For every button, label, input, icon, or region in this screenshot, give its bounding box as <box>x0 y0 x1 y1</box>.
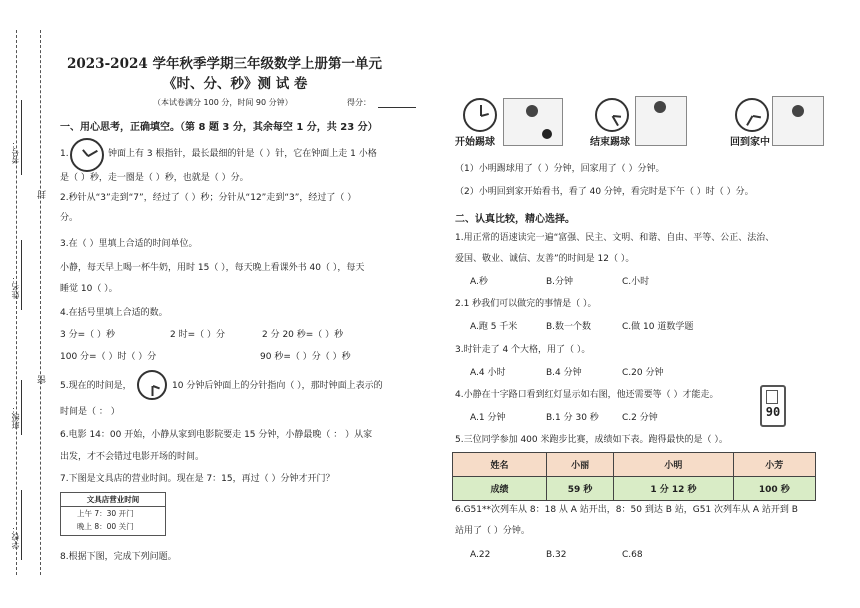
binding-line-outer <box>16 30 17 575</box>
traffic-light-countdown: 90 <box>765 405 781 419</box>
c1-line1: 1.用正常的语速读完一遍“富强、民主、文明、和谐、自由、平等、公正、法治、 <box>455 233 775 243</box>
section1-heading: 一、用心思考，正确填空。（第 8 题 3 分，其余每空 1 分，共 23 分） <box>60 122 378 133</box>
race-cell: 成绩 <box>453 477 547 501</box>
c2-option-a[interactable]: A.跑 5 千米 <box>470 322 518 332</box>
q8-sub1: （1）小明踢球用了（ ）分钟，回家用了（ ）分钟。 <box>455 164 665 174</box>
c6-line1: 6.G51**次列车从 8：18 从 A 站开出，8：50 到达 B 站，G51 次列车从 A 站开到 B <box>455 505 798 515</box>
q2-line1: 2.秒针从“3”走到“7”，经过了（ ）秒；分针从“12”走到“3”，经过了（ ） <box>60 193 357 203</box>
binding-line-inner <box>40 30 41 575</box>
c1-option-c[interactable]: C.小时 <box>622 277 650 287</box>
c6-option-b[interactable]: B.32 <box>546 550 567 560</box>
c3-line1: 3.时针走了 4 个大格，用了（ ）。 <box>455 345 591 355</box>
c4-option-b[interactable]: B.1 分 30 秒 <box>546 413 599 423</box>
pedestrian-icon <box>766 390 778 404</box>
boy-walking-image <box>635 96 687 146</box>
score-label: 得分： <box>347 98 371 107</box>
c5-line1: 5.三位同学参加 400 米跑步比赛，成绩如下表。跑得最快的是（ ）。 <box>455 435 728 445</box>
label-kaohao: 考号： <box>11 140 20 164</box>
picture-start-label: 开始踢球 <box>455 137 495 148</box>
clock-icon <box>137 370 167 400</box>
c1-option-a[interactable]: A.秒 <box>470 277 488 287</box>
hours-card-title: 文具店营业时间 <box>61 493 165 507</box>
label-xuexiao: 学校： <box>11 525 20 549</box>
score-blank[interactable] <box>378 107 416 108</box>
q3-line1: 3.在（ ）里填上合适的时间单位。 <box>60 239 198 249</box>
picture-end-label: 结束踢球 <box>590 137 630 148</box>
traffic-light-sign <box>760 385 786 427</box>
c3-option-b[interactable]: B.4 分钟 <box>546 368 582 378</box>
race-cell: 100 秒 <box>733 477 815 501</box>
q8-line1: 8.根据下图，完成下列问题。 <box>60 552 177 562</box>
c1-line2: 爱国、敬业、诚信、友善”的时间是 12（ ）。 <box>455 254 635 264</box>
section2-heading: 二、认真比较，精心选择。 <box>455 214 575 225</box>
c1-option-b[interactable]: B.分钟 <box>546 277 574 287</box>
c4-option-a[interactable]: A.1 分钟 <box>470 413 506 423</box>
q5-line1b: 10 分钟后钟面上的分针指向（ ），那时钟面上表示的 <box>172 381 383 391</box>
race-table-row <box>453 477 816 501</box>
label-mi: 密 <box>38 375 48 384</box>
q4-line1: 4.在括号里填上合适的数。 <box>60 308 168 318</box>
q4-r2c2: 90 秒=（ ）分（ ）秒 <box>260 352 351 362</box>
q5-line2: 时间是（ ： ） <box>60 407 120 417</box>
q4-r2c1: 100 分=（ ）时（ ）分 <box>60 352 157 362</box>
race-cell: 1 分 12 秒 <box>614 477 733 501</box>
hours-card-row1: 上午 7：30 开门 <box>77 509 134 518</box>
c2-option-b[interactable]: B.数一个数 <box>546 322 592 332</box>
label-xingming: 姓名： <box>11 275 20 299</box>
label-banji: 班级： <box>11 405 20 429</box>
xingming-underline <box>21 240 22 310</box>
clock-icon <box>595 98 629 132</box>
race-header-cell: 小芳 <box>733 453 815 477</box>
hours-card-row2: 晚上 8：00 关门 <box>77 522 134 531</box>
exam-note: （本试卷满分 100 分，时间 90 分钟） <box>153 98 293 107</box>
race-table-header <box>453 453 816 477</box>
q7-line1: 7.下图是文具店的营业时间。现在是 7：15，再过（ ）分钟才开门？ <box>60 474 335 484</box>
clock-icon <box>735 98 769 132</box>
hours-card <box>60 492 166 536</box>
q8-sub2: （2）小明回到家开始看书，看了 40 分钟，看完时是下午（ ）时（ ）分。 <box>455 187 754 197</box>
label-feng: 封 <box>38 190 48 199</box>
race-header-cell: 小明 <box>614 453 733 477</box>
c3-option-c[interactable]: C.20 分钟 <box>622 368 664 378</box>
kaohao-underline <box>21 100 22 175</box>
q4-r1c1: 3 分=（ ）秒 <box>60 330 115 340</box>
c4-option-c[interactable]: C.2 分钟 <box>622 413 658 423</box>
boy-at-home-image <box>772 96 824 146</box>
c6-option-a[interactable]: A.22 <box>470 550 491 560</box>
xuexiao-underline <box>21 490 22 560</box>
picture-home-label: 回到家中 <box>730 137 770 148</box>
race-header-cell: 姓名 <box>453 453 547 477</box>
c6-line2: 站用了（ ）分钟。 <box>455 526 530 536</box>
q1-line1: 钟面上有 3 根指针，最长最细的针是（ ）针，它在钟面上走 1 小格 <box>108 149 377 159</box>
q3-line3: 睡觉 10（ ）。 <box>60 284 118 294</box>
c3-option-a[interactable]: A.4 小时 <box>470 368 506 378</box>
title-line2: 《时、分、秒》测 试 卷 <box>163 76 308 92</box>
q1-number: 1. <box>60 149 69 159</box>
clock-icon <box>70 138 104 172</box>
c2-line1: 2.1 秒我们可以做完的事情是（ ）。 <box>455 299 597 309</box>
q2-line2: 分。 <box>60 213 79 223</box>
boy-kicking-ball-image <box>503 98 563 146</box>
c4-line1: 4.小静在十字路口看到红灯显示如右图，他还需要等（ ）才能走。 <box>455 390 719 400</box>
q4-r1c3: 2 分 20 秒=（ ）秒 <box>262 330 344 340</box>
q6-line2: 出发，才不会错过电影开场的时间。 <box>60 452 205 462</box>
q6-line1: 6.电影 14：00 开始，小静从家到电影院要走 15 分钟，小静最晚（ ： ）从家 <box>60 430 373 440</box>
c6-option-c[interactable]: C.68 <box>622 550 643 560</box>
q3-line2: 小静，每天早上喝一杯牛奶，用时 15（ ），每天晚上看课外书 40（ ），每天 <box>60 263 365 273</box>
clock-icon <box>463 98 497 132</box>
q5-line1a: 5.现在的时间是， <box>60 381 132 391</box>
q4-r1c2: 2 时=（ ）分 <box>170 330 225 340</box>
race-table <box>452 452 816 501</box>
race-header-cell: 小丽 <box>547 453 614 477</box>
race-cell: 59 秒 <box>547 477 614 501</box>
c2-option-c[interactable]: C.做 10 道数学题 <box>622 322 694 332</box>
title-line1: 2023-2024 学年秋季学期三年级数学上册第一单元 <box>67 56 382 72</box>
banji-underline <box>21 380 22 435</box>
q1-line2: 是（ ）秒，走一圈是（ ）秒，也就是（ ）分。 <box>60 173 249 183</box>
